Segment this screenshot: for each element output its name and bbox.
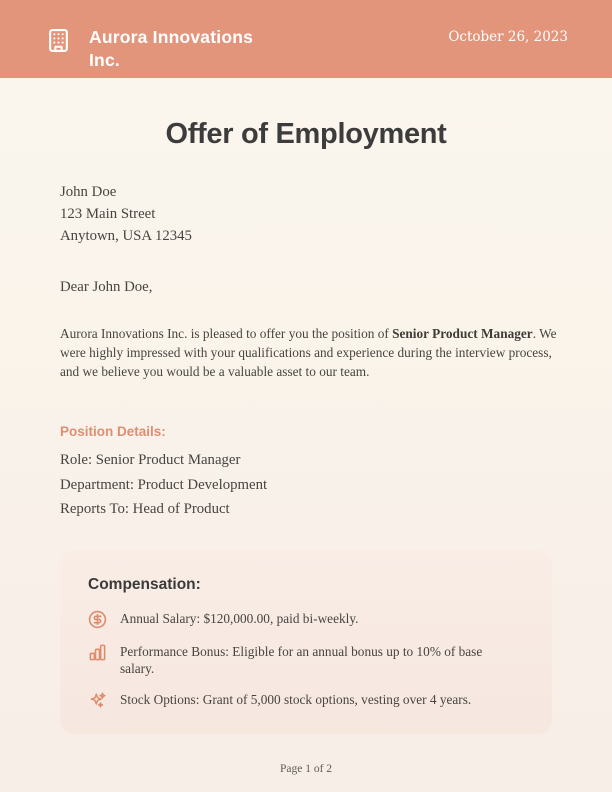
page-title: Offer of Employment: [165, 118, 447, 150]
recipient-address: [60, 181, 552, 247]
compensation-item-salary: [88, 610, 524, 629]
compensation-card: [60, 550, 552, 734]
bar-chart-icon: [88, 643, 107, 662]
building-icon: [46, 28, 71, 53]
position-detail-row: Department: Product Development: [60, 476, 268, 493]
header-bar: [0, 0, 612, 78]
position-details-heading: Position Details:: [60, 424, 166, 439]
page-number: Page 1 of 2: [279, 763, 333, 775]
position-details-list: [60, 448, 552, 522]
intro-text-after: . We were highly impressed with your qualifications and experience during the interview process, and we believe you would be a valuable asset to our team.: [60, 326, 557, 379]
compensation-items: [88, 610, 524, 710]
compensation-item-text: Performance Bonus: Eligible for an annual bonus up to 10% of base salary.: [120, 643, 483, 676]
compensation-item-text: Stock Options: Grant of 5,000 stock options, vesting over 4 years.: [120, 691, 472, 707]
document-date: October 26, 2023: [448, 29, 568, 45]
position-detail-row: Reports To: Head of Product: [60, 501, 230, 517]
sparkles-icon: [88, 691, 107, 710]
recipient-name: John Doe: [60, 184, 117, 200]
recipient-city: Anytown, USA 12345: [60, 228, 192, 244]
compensation-item-stock: [88, 691, 524, 710]
compensation-item-bonus: [88, 643, 524, 677]
compensation-heading: Compensation:: [88, 575, 201, 593]
intro-paragraph: [60, 324, 557, 381]
position-detail-row: Role: Senior Product Manager: [60, 452, 241, 468]
intro-text-before: Aurora Innovations Inc. is pleased to offer you the position of: [60, 326, 393, 341]
recipient-street: 123 Main Street: [60, 206, 156, 222]
company-name: Aurora Innovations Inc.: [89, 27, 254, 70]
intro-bold-position: Senior Product Manager: [392, 326, 533, 341]
greeting: Dear John Doe,: [60, 279, 153, 295]
compensation-item-text: Annual Salary: $120,000.00, paid bi-weekly.: [120, 610, 359, 626]
dollar-circle-icon: [88, 610, 107, 629]
